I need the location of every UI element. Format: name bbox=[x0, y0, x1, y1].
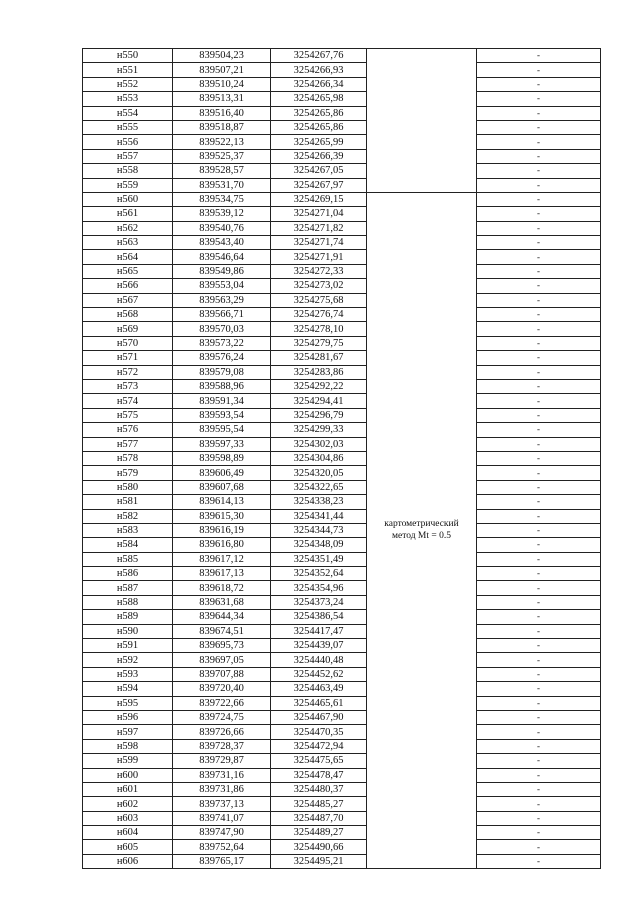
table-row bbox=[83, 264, 601, 278]
point-id-cell: н550 bbox=[83, 49, 173, 63]
y-coordinate-cell: 3254271,74 bbox=[271, 236, 367, 250]
note-cell: - bbox=[477, 49, 601, 63]
note-cell: - bbox=[477, 92, 601, 106]
y-coordinate-cell: 3254276,74 bbox=[271, 308, 367, 322]
table-row bbox=[83, 768, 601, 782]
x-coordinate-cell: 839720,40 bbox=[173, 682, 271, 696]
point-id-cell: н585 bbox=[83, 552, 173, 566]
note-cell: - bbox=[477, 567, 601, 581]
table-row bbox=[83, 221, 601, 235]
note-cell: - bbox=[477, 63, 601, 77]
table-row bbox=[83, 322, 601, 336]
y-coordinate-cell: 3254279,75 bbox=[271, 336, 367, 350]
point-id-cell: н574 bbox=[83, 394, 173, 408]
note-cell: - bbox=[477, 495, 601, 509]
table-row bbox=[83, 178, 601, 192]
point-id-cell: н557 bbox=[83, 149, 173, 163]
document-page bbox=[82, 48, 600, 868]
table-row bbox=[83, 739, 601, 753]
note-cell: - bbox=[477, 106, 601, 120]
note-cell: - bbox=[477, 538, 601, 552]
table-row bbox=[83, 696, 601, 710]
x-coordinate-cell: 839516,40 bbox=[173, 106, 271, 120]
x-coordinate-cell: 839644,34 bbox=[173, 610, 271, 624]
y-coordinate-cell: 3254338,23 bbox=[271, 495, 367, 509]
x-coordinate-cell: 839576,24 bbox=[173, 351, 271, 365]
y-coordinate-cell: 3254386,54 bbox=[271, 610, 367, 624]
y-coordinate-cell: 3254487,70 bbox=[271, 811, 367, 825]
table-row bbox=[83, 682, 601, 696]
y-coordinate-cell: 3254489,27 bbox=[271, 826, 367, 840]
point-id-cell: н570 bbox=[83, 336, 173, 350]
note-cell: - bbox=[477, 610, 601, 624]
table-row bbox=[83, 106, 601, 120]
x-coordinate-cell: 839607,68 bbox=[173, 480, 271, 494]
table-row bbox=[83, 797, 601, 811]
point-id-cell: н565 bbox=[83, 264, 173, 278]
y-coordinate-cell: 3254452,62 bbox=[271, 667, 367, 681]
y-coordinate-cell: 3254490,66 bbox=[271, 840, 367, 854]
y-coordinate-cell: 3254373,24 bbox=[271, 595, 367, 609]
y-coordinate-cell: 3254299,33 bbox=[271, 423, 367, 437]
note-cell: - bbox=[477, 523, 601, 537]
table-row bbox=[83, 595, 601, 609]
table-row bbox=[83, 509, 601, 523]
point-id-cell: н559 bbox=[83, 178, 173, 192]
y-coordinate-cell: 3254271,04 bbox=[271, 207, 367, 221]
point-id-cell: н594 bbox=[83, 682, 173, 696]
point-id-cell: н575 bbox=[83, 408, 173, 422]
note-cell: - bbox=[477, 293, 601, 307]
note-cell: - bbox=[477, 595, 601, 609]
y-coordinate-cell: 3254478,47 bbox=[271, 768, 367, 782]
note-cell: - bbox=[477, 639, 601, 653]
point-id-cell: н572 bbox=[83, 365, 173, 379]
point-id-cell: н606 bbox=[83, 854, 173, 868]
x-coordinate-cell: 839543,40 bbox=[173, 236, 271, 250]
point-id-cell: н600 bbox=[83, 768, 173, 782]
x-coordinate-cell: 839546,64 bbox=[173, 250, 271, 264]
point-id-cell: н604 bbox=[83, 826, 173, 840]
x-coordinate-cell: 839597,33 bbox=[173, 437, 271, 451]
x-coordinate-cell: 839504,23 bbox=[173, 49, 271, 63]
point-id-cell: н599 bbox=[83, 754, 173, 768]
y-coordinate-cell: 3254281,67 bbox=[271, 351, 367, 365]
point-id-cell: н568 bbox=[83, 308, 173, 322]
y-coordinate-cell: 3254266,39 bbox=[271, 149, 367, 163]
x-coordinate-cell: 839614,13 bbox=[173, 495, 271, 509]
table-row bbox=[83, 279, 601, 293]
table-row bbox=[83, 567, 601, 581]
x-coordinate-cell: 839525,37 bbox=[173, 149, 271, 163]
x-coordinate-cell: 839591,34 bbox=[173, 394, 271, 408]
note-cell: - bbox=[477, 279, 601, 293]
point-id-cell: н561 bbox=[83, 207, 173, 221]
y-coordinate-cell: 3254271,91 bbox=[271, 250, 367, 264]
point-id-cell: н580 bbox=[83, 480, 173, 494]
table-row bbox=[83, 135, 601, 149]
table-row bbox=[83, 437, 601, 451]
y-coordinate-cell: 3254485,27 bbox=[271, 797, 367, 811]
table-row bbox=[83, 164, 601, 178]
point-id-cell: н593 bbox=[83, 667, 173, 681]
x-coordinate-cell: 839726,66 bbox=[173, 725, 271, 739]
note-cell: - bbox=[477, 365, 601, 379]
note-cell: - bbox=[477, 451, 601, 465]
x-coordinate-cell: 839695,73 bbox=[173, 639, 271, 653]
table-row bbox=[83, 581, 601, 595]
note-cell: - bbox=[477, 322, 601, 336]
note-cell: - bbox=[477, 77, 601, 91]
x-coordinate-cell: 839615,30 bbox=[173, 509, 271, 523]
y-coordinate-cell: 3254475,65 bbox=[271, 754, 367, 768]
y-coordinate-cell: 3254348,09 bbox=[271, 538, 367, 552]
table-row bbox=[83, 552, 601, 566]
x-coordinate-cell: 839674,51 bbox=[173, 624, 271, 638]
x-coordinate-cell: 839722,66 bbox=[173, 696, 271, 710]
table-row bbox=[83, 49, 601, 63]
point-id-cell: н569 bbox=[83, 322, 173, 336]
x-coordinate-cell: 839741,07 bbox=[173, 811, 271, 825]
method-cell bbox=[367, 192, 477, 868]
point-id-cell: н591 bbox=[83, 639, 173, 653]
y-coordinate-cell: 3254467,90 bbox=[271, 710, 367, 724]
y-coordinate-cell: 3254417,47 bbox=[271, 624, 367, 638]
point-id-cell: н558 bbox=[83, 164, 173, 178]
y-coordinate-cell: 3254465,61 bbox=[271, 696, 367, 710]
table-row bbox=[83, 710, 601, 724]
y-coordinate-cell: 3254272,33 bbox=[271, 264, 367, 278]
note-cell: - bbox=[477, 120, 601, 134]
x-coordinate-cell: 839531,70 bbox=[173, 178, 271, 192]
x-coordinate-cell: 839539,12 bbox=[173, 207, 271, 221]
y-coordinate-cell: 3254265,99 bbox=[271, 135, 367, 149]
y-coordinate-cell: 3254294,41 bbox=[271, 394, 367, 408]
point-id-cell: н571 bbox=[83, 351, 173, 365]
note-cell: - bbox=[477, 797, 601, 811]
y-coordinate-cell: 3254351,49 bbox=[271, 552, 367, 566]
table-row bbox=[83, 92, 601, 106]
table-row bbox=[83, 408, 601, 422]
point-id-cell: н560 bbox=[83, 192, 173, 206]
point-id-cell: н601 bbox=[83, 782, 173, 796]
y-coordinate-cell: 3254283,86 bbox=[271, 365, 367, 379]
y-coordinate-cell: 3254266,93 bbox=[271, 63, 367, 77]
x-coordinate-cell: 839707,88 bbox=[173, 667, 271, 681]
table-row bbox=[83, 811, 601, 825]
table-row bbox=[83, 495, 601, 509]
x-coordinate-cell: 839731,16 bbox=[173, 768, 271, 782]
y-coordinate-cell: 3254267,76 bbox=[271, 49, 367, 63]
note-cell: - bbox=[477, 394, 601, 408]
table-row bbox=[83, 236, 601, 250]
y-coordinate-cell: 3254322,65 bbox=[271, 480, 367, 494]
x-coordinate-cell: 839724,75 bbox=[173, 710, 271, 724]
y-coordinate-cell: 3254463,49 bbox=[271, 682, 367, 696]
y-coordinate-cell: 3254265,86 bbox=[271, 120, 367, 134]
y-coordinate-cell: 3254269,15 bbox=[271, 192, 367, 206]
x-coordinate-cell: 839729,87 bbox=[173, 754, 271, 768]
note-cell: - bbox=[477, 840, 601, 854]
table-row bbox=[83, 667, 601, 681]
note-cell: - bbox=[477, 351, 601, 365]
y-coordinate-cell: 3254265,98 bbox=[271, 92, 367, 106]
point-id-cell: н586 bbox=[83, 567, 173, 581]
table-row bbox=[83, 149, 601, 163]
point-id-cell: н589 bbox=[83, 610, 173, 624]
note-cell: - bbox=[477, 624, 601, 638]
table-row bbox=[83, 451, 601, 465]
point-id-cell: н564 bbox=[83, 250, 173, 264]
note-cell: - bbox=[477, 135, 601, 149]
point-id-cell: н587 bbox=[83, 581, 173, 595]
point-id-cell: н552 bbox=[83, 77, 173, 91]
point-id-cell: н592 bbox=[83, 653, 173, 667]
table-row bbox=[83, 826, 601, 840]
y-coordinate-cell: 3254292,22 bbox=[271, 379, 367, 393]
note-cell: - bbox=[477, 552, 601, 566]
table-row bbox=[83, 854, 601, 868]
table-row bbox=[83, 639, 601, 653]
note-cell: - bbox=[477, 250, 601, 264]
table-row bbox=[83, 293, 601, 307]
point-id-cell: н562 bbox=[83, 221, 173, 235]
note-cell: - bbox=[477, 826, 601, 840]
x-coordinate-cell: 839534,75 bbox=[173, 192, 271, 206]
note-cell: - bbox=[477, 768, 601, 782]
x-coordinate-cell: 839518,87 bbox=[173, 120, 271, 134]
coordinates-table bbox=[82, 48, 601, 869]
y-coordinate-cell: 3254278,10 bbox=[271, 322, 367, 336]
note-cell: - bbox=[477, 221, 601, 235]
point-id-cell: н583 bbox=[83, 523, 173, 537]
y-coordinate-cell: 3254439,07 bbox=[271, 639, 367, 653]
table-row bbox=[83, 653, 601, 667]
x-coordinate-cell: 839737,13 bbox=[173, 797, 271, 811]
table-row bbox=[83, 610, 601, 624]
table-row bbox=[83, 480, 601, 494]
y-coordinate-cell: 3254302,03 bbox=[271, 437, 367, 451]
point-id-cell: н554 bbox=[83, 106, 173, 120]
point-id-cell: н596 bbox=[83, 710, 173, 724]
table-row bbox=[83, 523, 601, 537]
note-cell: - bbox=[477, 667, 601, 681]
x-coordinate-cell: 839513,31 bbox=[173, 92, 271, 106]
point-id-cell: н567 bbox=[83, 293, 173, 307]
point-id-cell: н605 bbox=[83, 840, 173, 854]
y-coordinate-cell: 3254480,37 bbox=[271, 782, 367, 796]
point-id-cell: н581 bbox=[83, 495, 173, 509]
note-cell: - bbox=[477, 682, 601, 696]
x-coordinate-cell: 839618,72 bbox=[173, 581, 271, 595]
note-cell: - bbox=[477, 854, 601, 868]
note-cell: - bbox=[477, 423, 601, 437]
point-id-cell: н556 bbox=[83, 135, 173, 149]
table-row bbox=[83, 351, 601, 365]
x-coordinate-cell: 839616,19 bbox=[173, 523, 271, 537]
x-coordinate-cell: 839522,13 bbox=[173, 135, 271, 149]
y-coordinate-cell: 3254440,48 bbox=[271, 653, 367, 667]
x-coordinate-cell: 839563,29 bbox=[173, 293, 271, 307]
table-row bbox=[83, 754, 601, 768]
table-row bbox=[83, 379, 601, 393]
note-cell: - bbox=[477, 264, 601, 278]
table-row bbox=[83, 624, 601, 638]
x-coordinate-cell: 839697,05 bbox=[173, 653, 271, 667]
table-row bbox=[83, 336, 601, 350]
table-row bbox=[83, 120, 601, 134]
point-id-cell: н584 bbox=[83, 538, 173, 552]
table-row bbox=[83, 250, 601, 264]
table-row bbox=[83, 394, 601, 408]
y-coordinate-cell: 3254296,79 bbox=[271, 408, 367, 422]
y-coordinate-cell: 3254304,86 bbox=[271, 451, 367, 465]
note-cell: - bbox=[477, 308, 601, 322]
note-cell: - bbox=[477, 581, 601, 595]
table-row bbox=[83, 840, 601, 854]
note-cell: - bbox=[477, 466, 601, 480]
point-id-cell: н577 bbox=[83, 437, 173, 451]
point-id-cell: н579 bbox=[83, 466, 173, 480]
coordinates-table-body bbox=[83, 49, 601, 869]
method-cell-empty bbox=[367, 49, 477, 193]
x-coordinate-cell: 839593,54 bbox=[173, 408, 271, 422]
note-cell: - bbox=[477, 710, 601, 724]
note-cell: - bbox=[477, 408, 601, 422]
note-cell: - bbox=[477, 379, 601, 393]
y-coordinate-cell: 3254273,02 bbox=[271, 279, 367, 293]
x-coordinate-cell: 839588,96 bbox=[173, 379, 271, 393]
point-id-cell: н566 bbox=[83, 279, 173, 293]
note-cell: - bbox=[477, 336, 601, 350]
point-id-cell: н598 bbox=[83, 739, 173, 753]
y-coordinate-cell: 3254354,96 bbox=[271, 581, 367, 595]
note-cell: - bbox=[477, 509, 601, 523]
x-coordinate-cell: 839606,49 bbox=[173, 466, 271, 480]
x-coordinate-cell: 839598,89 bbox=[173, 451, 271, 465]
x-coordinate-cell: 839540,76 bbox=[173, 221, 271, 235]
x-coordinate-cell: 839595,54 bbox=[173, 423, 271, 437]
x-coordinate-cell: 839765,17 bbox=[173, 854, 271, 868]
point-id-cell: н582 bbox=[83, 509, 173, 523]
method-label-line1: картометрический bbox=[384, 519, 459, 530]
x-coordinate-cell: 839631,68 bbox=[173, 595, 271, 609]
y-coordinate-cell: 3254344,73 bbox=[271, 523, 367, 537]
note-cell: - bbox=[477, 725, 601, 739]
note-cell: - bbox=[477, 207, 601, 221]
point-id-cell: н573 bbox=[83, 379, 173, 393]
point-id-cell: н551 bbox=[83, 63, 173, 77]
x-coordinate-cell: 839617,13 bbox=[173, 567, 271, 581]
note-cell: - bbox=[477, 811, 601, 825]
y-coordinate-cell: 3254320,05 bbox=[271, 466, 367, 480]
x-coordinate-cell: 839617,12 bbox=[173, 552, 271, 566]
note-cell: - bbox=[477, 164, 601, 178]
y-coordinate-cell: 3254341,44 bbox=[271, 509, 367, 523]
x-coordinate-cell: 839507,21 bbox=[173, 63, 271, 77]
table-row bbox=[83, 192, 601, 206]
point-id-cell: н588 bbox=[83, 595, 173, 609]
x-coordinate-cell: 839553,04 bbox=[173, 279, 271, 293]
x-coordinate-cell: 839528,57 bbox=[173, 164, 271, 178]
note-cell: - bbox=[477, 236, 601, 250]
table-row bbox=[83, 63, 601, 77]
x-coordinate-cell: 839579,08 bbox=[173, 365, 271, 379]
note-cell: - bbox=[477, 754, 601, 768]
table-row bbox=[83, 423, 601, 437]
table-row bbox=[83, 365, 601, 379]
table-row bbox=[83, 207, 601, 221]
table-row bbox=[83, 725, 601, 739]
y-coordinate-cell: 3254267,97 bbox=[271, 178, 367, 192]
table-row bbox=[83, 538, 601, 552]
note-cell: - bbox=[477, 437, 601, 451]
y-coordinate-cell: 3254352,64 bbox=[271, 567, 367, 581]
x-coordinate-cell: 839510,24 bbox=[173, 77, 271, 91]
point-id-cell: н563 bbox=[83, 236, 173, 250]
y-coordinate-cell: 3254472,94 bbox=[271, 739, 367, 753]
table-row bbox=[83, 466, 601, 480]
y-coordinate-cell: 3254267,05 bbox=[271, 164, 367, 178]
note-cell: - bbox=[477, 696, 601, 710]
point-id-cell: н578 bbox=[83, 451, 173, 465]
x-coordinate-cell: 839752,64 bbox=[173, 840, 271, 854]
y-coordinate-cell: 3254470,35 bbox=[271, 725, 367, 739]
note-cell: - bbox=[477, 149, 601, 163]
x-coordinate-cell: 839570,03 bbox=[173, 322, 271, 336]
x-coordinate-cell: 839573,22 bbox=[173, 336, 271, 350]
note-cell: - bbox=[477, 782, 601, 796]
point-id-cell: н602 bbox=[83, 797, 173, 811]
table-row bbox=[83, 782, 601, 796]
method-label-line2: метод Mt = 0.5 bbox=[391, 531, 451, 542]
note-cell: - bbox=[477, 739, 601, 753]
note-cell: - bbox=[477, 480, 601, 494]
point-id-cell: н597 bbox=[83, 725, 173, 739]
point-id-cell: н590 bbox=[83, 624, 173, 638]
note-cell: - bbox=[477, 653, 601, 667]
point-id-cell: н555 bbox=[83, 120, 173, 134]
y-coordinate-cell: 3254266,34 bbox=[271, 77, 367, 91]
point-id-cell: н576 bbox=[83, 423, 173, 437]
note-cell: - bbox=[477, 178, 601, 192]
point-id-cell: н595 bbox=[83, 696, 173, 710]
x-coordinate-cell: 839747,90 bbox=[173, 826, 271, 840]
y-coordinate-cell: 3254265,86 bbox=[271, 106, 367, 120]
x-coordinate-cell: 839566,71 bbox=[173, 308, 271, 322]
point-id-cell: н553 bbox=[83, 92, 173, 106]
x-coordinate-cell: 839549,86 bbox=[173, 264, 271, 278]
point-id-cell: н603 bbox=[83, 811, 173, 825]
y-coordinate-cell: 3254495,21 bbox=[271, 854, 367, 868]
table-row bbox=[83, 77, 601, 91]
table-row bbox=[83, 308, 601, 322]
x-coordinate-cell: 839616,80 bbox=[173, 538, 271, 552]
x-coordinate-cell: 839731,86 bbox=[173, 782, 271, 796]
x-coordinate-cell: 839728,37 bbox=[173, 739, 271, 753]
y-coordinate-cell: 3254271,82 bbox=[271, 221, 367, 235]
y-coordinate-cell: 3254275,68 bbox=[271, 293, 367, 307]
note-cell: - bbox=[477, 192, 601, 206]
